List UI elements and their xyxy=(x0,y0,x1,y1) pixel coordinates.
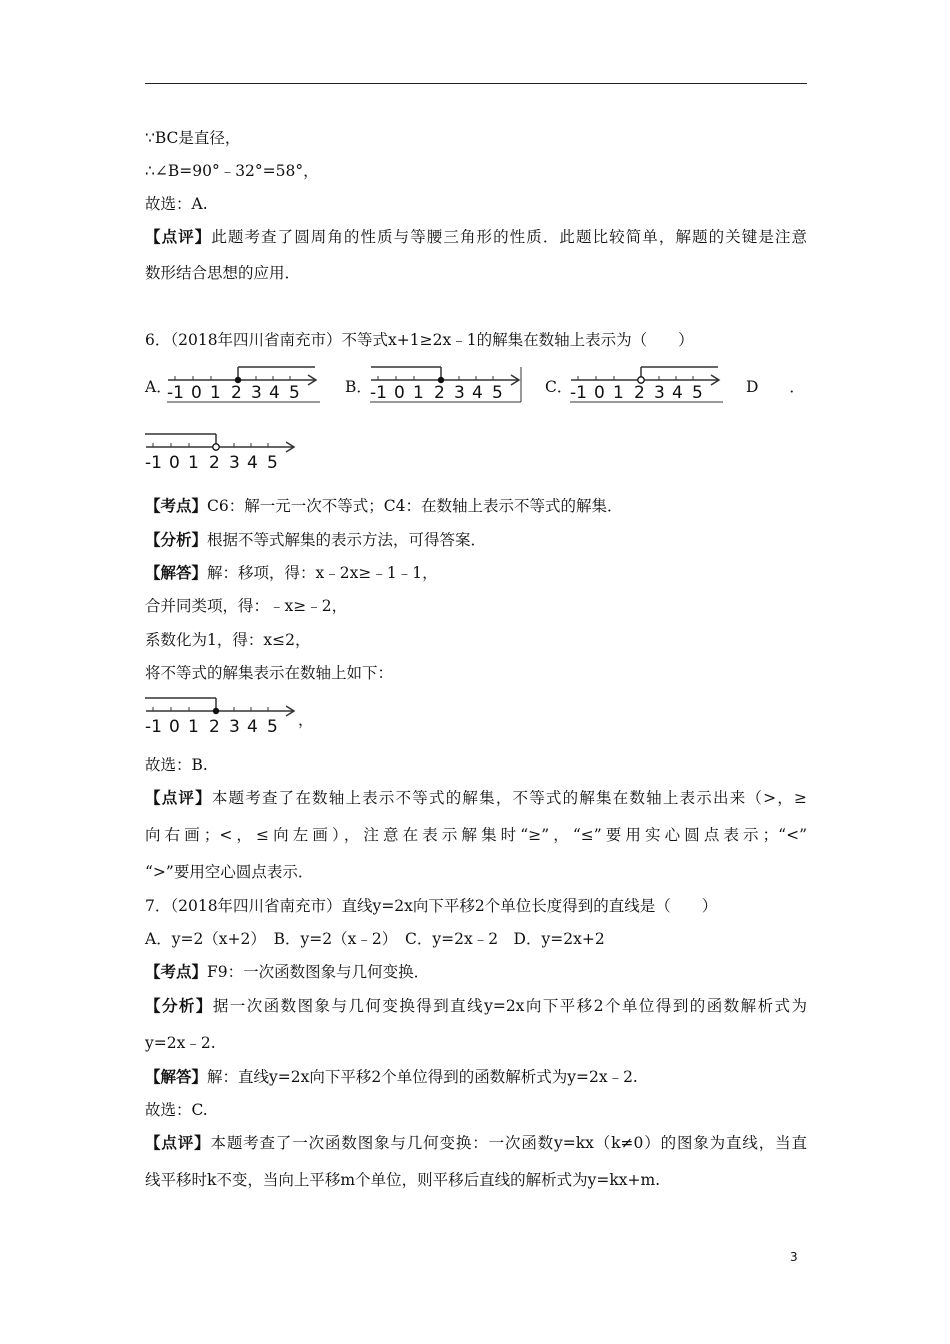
jieda-text: 解：直线y=2x向下平移2个单位得到的函数解析式为y=2x﹣2. xyxy=(207,1068,638,1086)
tick-label: -1 xyxy=(145,717,162,737)
q5-comment-line-1 xyxy=(145,227,807,247)
comment-text: 本题考查了一次函数图象与几何变换：一次函数y=kx（k≠0）的图象为直线，当直 xyxy=(210,1134,807,1152)
q7-kaodian xyxy=(145,962,429,982)
comment-tag: 【点评】 xyxy=(145,1134,211,1152)
q6-option-a-label: A． xyxy=(145,378,172,396)
comment-text: 本题考查了在数轴上表示不等式的解集，不等式的解集在数轴上表示出来（>，≥ xyxy=(211,789,807,807)
comment-tag: 【点评】 xyxy=(145,789,212,807)
q6-option-b-label: B． xyxy=(345,378,372,396)
tick-label: 3 xyxy=(229,717,240,737)
tick-label: 5 xyxy=(692,383,703,403)
q6-option-c-label: C． xyxy=(545,378,573,396)
tick-label: 4 xyxy=(472,383,483,403)
q5-line-2: ∴∠B=90°﹣32°=58°， xyxy=(145,162,319,180)
tick-label: -1 xyxy=(145,453,162,473)
tick-label: 3 xyxy=(654,383,665,403)
kaodian-tag: 【考点】 xyxy=(145,497,208,515)
tick-label: 0 xyxy=(191,383,202,403)
number-line-option-d xyxy=(143,432,303,474)
tick-label: 2 xyxy=(634,383,645,403)
jieda-text: 解：移项，得：x﹣2x≥﹣1﹣1， xyxy=(207,564,438,582)
tick-label: 4 xyxy=(672,383,683,403)
tick-label: -1 xyxy=(167,383,184,403)
q6-jieda-3: 系数化为1，得：x≤2， xyxy=(145,631,311,649)
fenxi-text: 据一次函数图象与几何变换得到直线y=2x向下平移2个单位得到的函数解析式为 xyxy=(212,997,807,1015)
number-line-option-c xyxy=(568,365,728,407)
tick-label: 4 xyxy=(247,453,258,473)
number-line-option-a xyxy=(165,365,325,407)
tick-label: 0 xyxy=(394,383,405,403)
tick-label: 1 xyxy=(188,717,199,737)
page-number: 3 xyxy=(790,1250,798,1264)
q7-comment-2: 线平移时k不变，当向上平移m个单位，则平移后直线的解析式为y=kx+m. xyxy=(145,1171,661,1189)
tick-label: 0 xyxy=(169,453,180,473)
tick-label: 2 xyxy=(231,383,242,403)
fenxi-tag: 【分析】 xyxy=(145,531,208,549)
kaodian-text: F9：一次函数图象与几何变换． xyxy=(207,963,430,981)
tick-label: 5 xyxy=(492,383,503,403)
kaodian-tag: 【考点】 xyxy=(145,963,208,981)
tick-label: 1 xyxy=(210,383,221,403)
comment-tag: 【点评】 xyxy=(145,228,212,246)
q6-jieda-1 xyxy=(145,563,438,583)
q7-jieda xyxy=(145,1067,638,1087)
tick-label: 5 xyxy=(289,383,300,403)
tick-label: 3 xyxy=(454,383,465,403)
jieda-tag: 【解答】 xyxy=(145,564,208,582)
q6-option-d-label: D ． xyxy=(746,378,805,396)
q5-line-1: ∵BC是直径， xyxy=(145,129,241,147)
q5-comment-line-2: 数形结合思想的应用． xyxy=(145,264,301,282)
tick-label: -1 xyxy=(570,383,587,403)
tick-label: 1 xyxy=(188,453,199,473)
q6-axis-comma: ， xyxy=(298,711,314,729)
tick-label: 3 xyxy=(229,453,240,473)
tick-label: 5 xyxy=(267,453,278,473)
tick-label: 4 xyxy=(247,717,258,737)
number-line-option-b xyxy=(368,365,528,407)
q7-choose: 故选：C. xyxy=(145,1101,208,1119)
q6-comment-2: 向右画；<，≤向左画），注意在表示解集时“≥”，“≤”要用实心圆点表示；“<” xyxy=(145,826,807,844)
jieda-tag: 【解答】 xyxy=(145,1068,208,1086)
q6-jieda-4: 将不等式的解集表示在数轴上如下： xyxy=(145,664,394,682)
tick-label: -1 xyxy=(370,383,387,403)
fenxi-tag: 【分析】 xyxy=(145,997,213,1015)
q5-line-3: 故选：A. xyxy=(145,195,208,213)
q7-fenxi-2: y=2x﹣2. xyxy=(145,1034,216,1052)
q7-comment-1 xyxy=(145,1133,807,1153)
fenxi-text: 根据不等式解集的表示方法，可得答案． xyxy=(207,531,487,549)
tick-label: 0 xyxy=(169,717,180,737)
number-line-solution xyxy=(143,696,303,738)
q6-comment-3: “>”要用空心圆点表示． xyxy=(145,863,314,881)
q6-stem: 6．（2018年四川省南充市）不等式x+1≥2x﹣1的解集在数轴上表示为（ ） xyxy=(145,331,694,349)
q6-kaodian xyxy=(145,496,622,516)
q7-fenxi-1 xyxy=(145,996,807,1016)
tick-label: 2 xyxy=(209,717,220,737)
tick-label: 1 xyxy=(413,383,424,403)
q7-options: A．y=2（x+2） B．y=2（x﹣2） C．y=2x﹣2 D．y=2x+2 xyxy=(145,930,605,948)
q6-comment-1 xyxy=(145,788,807,808)
tick-label: 3 xyxy=(251,383,262,403)
tick-label: 5 xyxy=(267,717,278,737)
tick-label: 4 xyxy=(269,383,280,403)
tick-label: 2 xyxy=(434,383,445,403)
q7-stem: 7．（2018年四川省南充市）直线y=2x向下平移2个单位长度得到的直线是（ ） xyxy=(145,897,718,915)
q6-jieda-2: 合并同类项，得：﹣x≥﹣2， xyxy=(145,597,348,615)
comment-text: 此题考查了圆周角的性质与等腰三角形的性质．此题比较简单，解题的关键是注意 xyxy=(211,228,807,246)
header-rule xyxy=(145,83,807,84)
q6-choose: 故选：B. xyxy=(145,756,208,774)
tick-label: 0 xyxy=(594,383,605,403)
tick-label: 1 xyxy=(613,383,624,403)
q6-fenxi xyxy=(145,530,486,550)
kaodian-text: C6：解一元一次不等式；C4：在数轴上表示不等式的解集． xyxy=(207,497,623,515)
tick-label: 2 xyxy=(209,453,220,473)
